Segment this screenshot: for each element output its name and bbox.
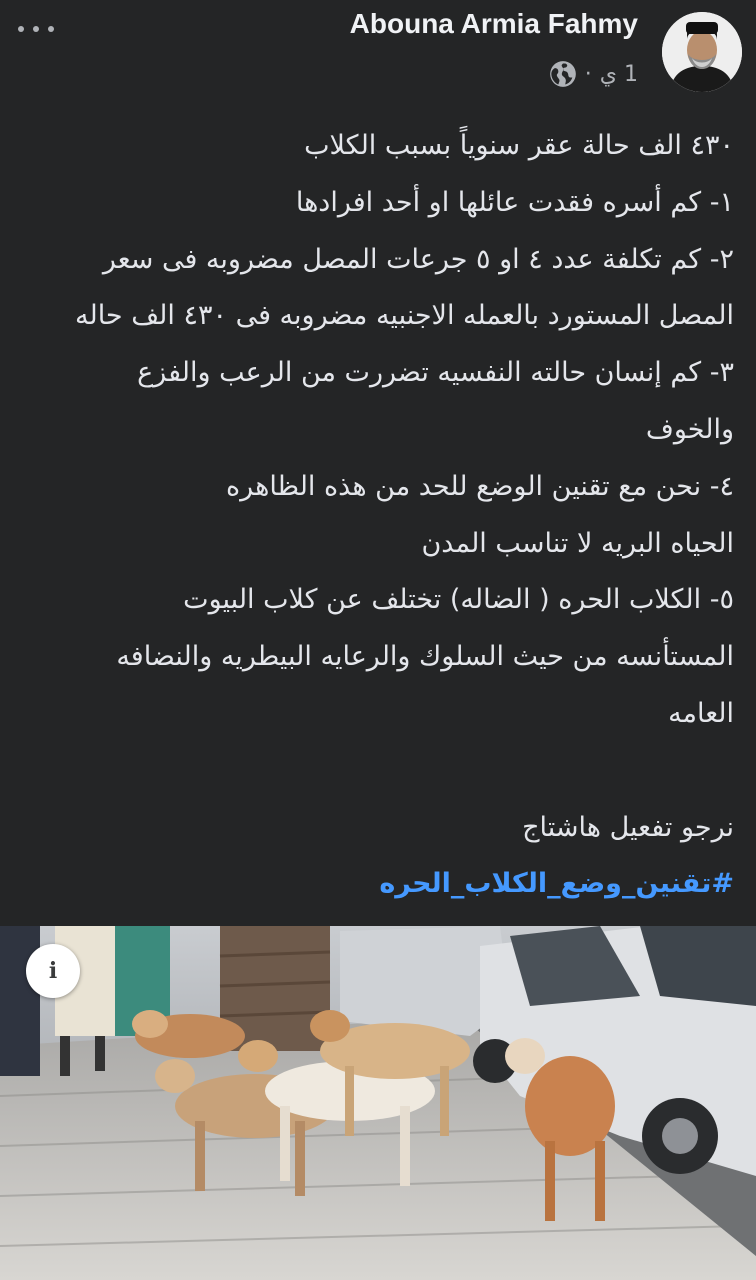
call-to-action: نرجو تفعيل هاشتاج xyxy=(522,811,734,843)
post-text-line: والخوف xyxy=(645,413,734,445)
post-text-line: ٥- الكلاب الحره ( الضاله) تختلف عن كلاب البيوت xyxy=(183,584,734,616)
post-meta xyxy=(549,56,638,92)
post-time[interactable]: 1 ي xyxy=(599,61,638,87)
post-text-line: ٣- كم إنسان حالته النفسيه تضررت من الرعب والفزع xyxy=(137,357,734,389)
hashtag-link[interactable]: #تقنين_وضع_الكلاب_الحره xyxy=(379,868,734,900)
globe-icon xyxy=(549,60,577,88)
post-body xyxy=(22,118,734,913)
post-text-line: ٤- نحن مع تقنين الوضع للحد من هذه الظاهره xyxy=(226,470,734,502)
post-text-line: العامه xyxy=(668,697,734,729)
post-photo[interactable] xyxy=(0,926,756,1280)
more-options-icon[interactable] xyxy=(14,10,58,46)
author-name[interactable]: Abouna Armia Fahmy xyxy=(349,8,638,39)
post-header xyxy=(0,0,756,110)
paragraph-gap xyxy=(22,743,734,800)
post-text-line: المصل المستورد بالعمله الاجنبيه مضروبه فى ٤٣٠ الف حاله xyxy=(75,300,734,332)
avatar-image xyxy=(662,12,742,92)
street-dogs-photo xyxy=(0,926,756,1280)
post-text-line: ٤٣٠ الف حالة عقر سنوياً بسبب الكلاب xyxy=(304,130,734,161)
post-text-line: ٢- كم تكلفة عدد ٤ او ٥ جرعات المصل مضروبه فى سعر xyxy=(102,243,734,275)
post-text-line: المستأنسه من حيث السلوك والرعايه البيطريه والنضافه xyxy=(116,641,734,673)
post-text-line: ١- كم أسره فقدت عائلها او أحد افرادها xyxy=(295,186,734,218)
author-avatar[interactable] xyxy=(662,12,742,92)
post-text-line: الحياه البريه لا تناسب المدن xyxy=(421,527,734,559)
meta-separator: · xyxy=(584,61,592,87)
info-icon[interactable]: i xyxy=(26,944,80,998)
